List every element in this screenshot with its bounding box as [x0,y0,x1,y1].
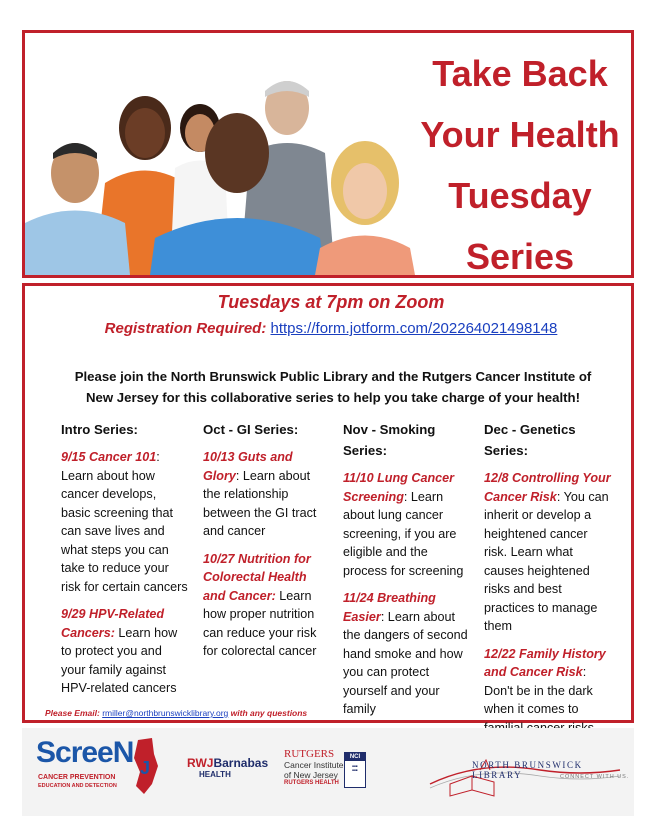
column-gi-series [203,419,331,670]
registration-line [25,320,637,337]
intro-text: Please join the North Brunswick Public Library and the Rutgers Cancer Institute of New Jersey for this collaborative series to help you take charge of your health! [74,369,592,405]
title-line-3: Tuesday [448,175,592,216]
session-item [484,469,614,636]
session-desc: : You can inherit or develop a heightened cancer risk. Learn what causes heightened risks and best practices to manage them [484,489,609,633]
nj-state-icon [130,736,160,796]
column-heading: Nov - Smoking Series: [343,422,436,458]
library-tagline: CONNECT WITH US. [560,774,630,780]
screen-logo-tag1: CANCER PREVENTION [38,774,116,781]
session-desc: : Learn about how cancer develops, basic screening that can save lives and what steps you can take to reduce your risk for certain cancers [61,450,188,594]
schedule-subtitle: Tuesdays at 7pm on Zoom [217,292,445,312]
session-item [61,605,189,698]
screen-logo-word: ScreeN [36,736,134,769]
north-brunswick-library-logo [420,740,630,804]
screen-logo-tag2: EDUCATION AND DETECTION [38,783,117,789]
session-desc: : Don't be in the dark when it comes to [484,665,593,716]
title-line-4: Series [465,236,575,277]
group-photo [25,33,415,275]
email-suffix: with any questions [230,708,308,718]
rutgers-bot: RUTGERS HEALTH [284,780,339,786]
screen-logo-nj: J [140,758,151,778]
registration-label: Registration Required: [104,320,267,337]
content-box [22,283,634,723]
rwj-red: RWJ [187,756,214,770]
title-line-2: Your Health [420,114,620,155]
header-photo-box [22,30,634,278]
registration-link[interactable]: https://form.jotform.com/202264021498148 [270,320,558,337]
session-desc: Learn how proper nutrition can reduce your risk for colorectal cancer [203,588,317,658]
email-link[interactable]: rmiller@northbrunswicklibrary.org [102,708,229,718]
session-title: 11/24 Breathing Easier [343,591,436,624]
column-intro-series [61,419,189,707]
session-item [203,448,331,541]
page-title [410,43,630,278]
session-desc: : Learn about the relationship between the GI tract and cancer [203,468,317,538]
session-title: 12/8 Controlling Your Cancer Risk [484,471,611,504]
session-item [61,448,189,596]
rutgers-top: RUTGERS [284,748,335,760]
session-title: 11/10 Lung Cancer Screening [343,471,455,504]
session-item [484,645,614,738]
session-title: 12/22 Family History and Cancer Risk [484,646,606,679]
nci-badge-icon: NCI ■■■ ■■■ [344,752,366,788]
rwj-sub: HEALTH [199,770,231,779]
email-prefix: Please Email: [45,708,100,718]
title-line-1: Take Back [432,53,608,94]
rwj-blue: Barnabas [213,756,269,770]
session-item [203,550,331,661]
session-item [343,589,471,719]
rutgers-mid-2: of New Jersey [284,770,338,780]
library-name: NORTH BRUNSWICK LIBRARY [472,760,583,780]
rwj-barnabas-logo [187,756,277,786]
session-title: 10/13 Guts and Glory [203,450,293,483]
session-title: 10/27 Nutrition for Colorectal Health and Cancer: [203,551,311,603]
column-heading: Intro Series: [61,422,138,437]
session-desc: Learn how to protect you and your family against HPV-related cancers [61,625,178,695]
rutgers-mid-1: Cancer Institute [284,760,344,770]
nci-label: NCI [345,753,365,761]
session-title: 9/29 HPV-Related Cancers: [61,607,165,640]
column-heading: Dec - Genetics Series: [484,422,576,458]
email-line [45,708,307,718]
column-heading: Oct - GI Series: [203,422,299,437]
column-smoking-series [343,419,471,728]
column-genetics-series [484,419,614,746]
session-title: 9/15 Cancer 101 [61,450,157,464]
session-desc: : Learn about lung cancer screening, if you are eligible and the process for screening [343,489,464,578]
session-desc: : Learn about the dangers of second hand smoke and how you can protect yourself and your family [343,609,468,716]
sponsor-logos [22,728,634,816]
screen-nj-logo [36,736,156,806]
session-item [343,469,471,580]
